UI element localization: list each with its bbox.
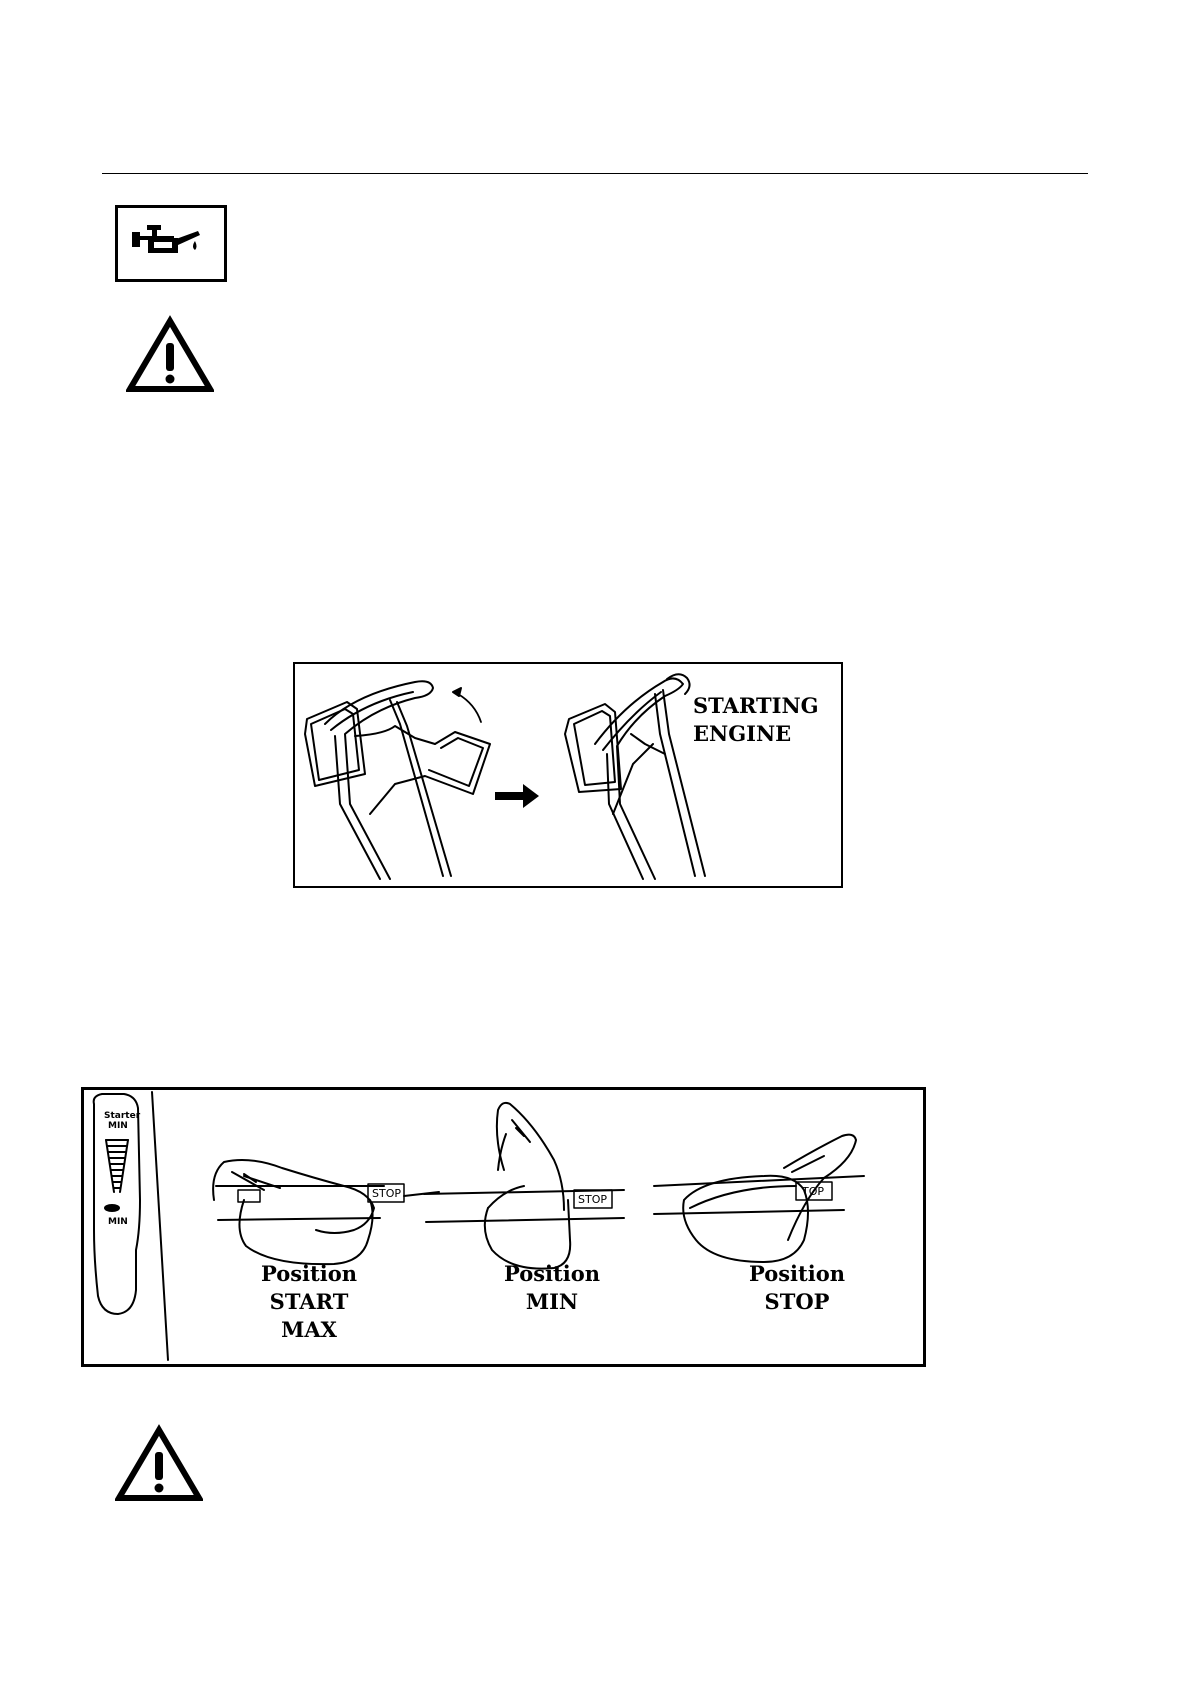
stop-tag-3: TOP [802, 1185, 825, 1198]
header-rule [102, 173, 1088, 174]
lever-panel-bottom: MIN [108, 1217, 128, 1227]
position-start-line2: START [269, 1289, 349, 1314]
position-start-line1: Position [261, 1261, 357, 1286]
lever-panel-top-2: MIN [108, 1121, 128, 1131]
warning-triangle-icon [126, 315, 214, 395]
throttle-positions-figure [81, 1087, 926, 1367]
position-min-line2: MIN [525, 1289, 579, 1314]
position-label-min [492, 1260, 612, 1316]
starting-engine-figure [293, 662, 843, 888]
stop-tag-2: STOP [578, 1193, 607, 1206]
throttle-drawing [84, 1090, 923, 1364]
starting-label-line2: ENGINE [693, 721, 792, 746]
position-label-start [249, 1260, 369, 1344]
stop-tag-1: STOP [372, 1187, 401, 1200]
oil-can-icon [115, 205, 227, 282]
starting-label-line1: STARTING [693, 693, 819, 718]
lever-panel-top-1: Starter [104, 1111, 141, 1121]
position-stop-line2: STOP [764, 1289, 830, 1314]
position-start-line3: MAX [281, 1317, 337, 1342]
position-stop-line1: Position [749, 1261, 845, 1286]
position-label-stop [737, 1260, 857, 1316]
warning-triangle-icon [115, 1424, 203, 1504]
position-min-line1: Position [504, 1261, 600, 1286]
